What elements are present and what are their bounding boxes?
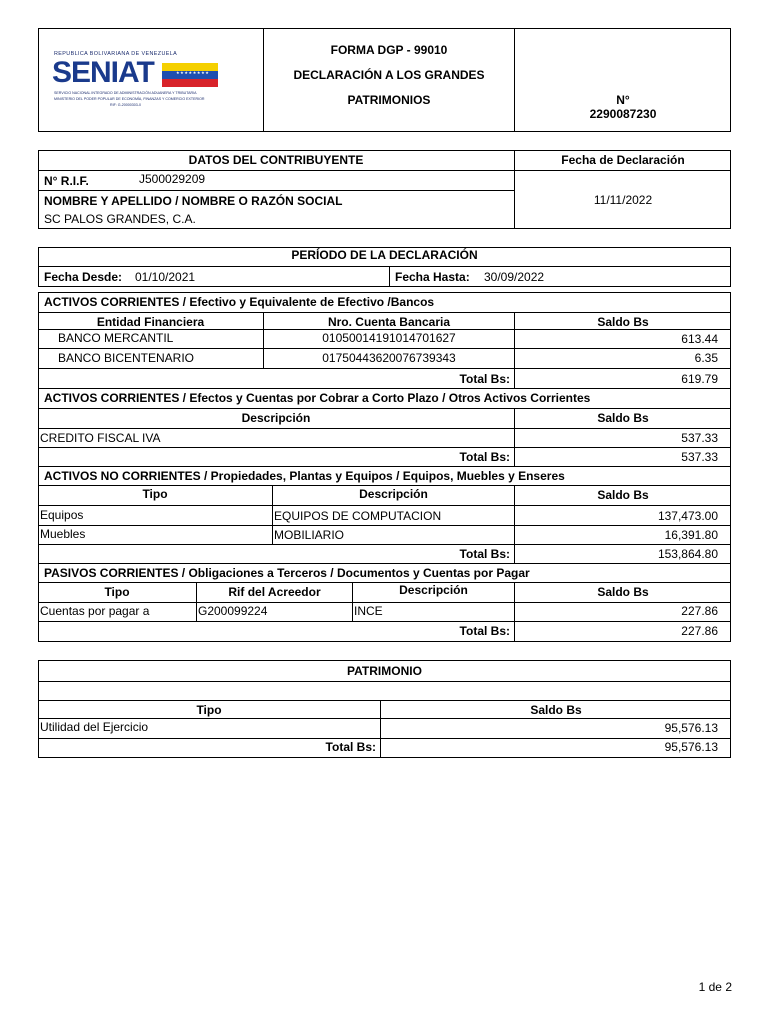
patrimonio-total-value: 95,576.13 [664,740,718,754]
pasivos-row1-tipo: Cuentas por pagar a [40,604,150,618]
bancos-rule-row2 [38,368,731,369]
bancos-rule-total [38,388,731,389]
nombre-label: NOMBRE Y APELLIDO / NOMBRE O RAZÓN SOCIAL [44,194,343,208]
fecha-declaracion-value: 11/11/2022 [593,193,653,207]
bancos-title: ACTIVOS CORRIENTES / Efectivo y Equivalente de Efectivo /Bancos [44,295,435,309]
no-corrientes-rule-total [38,563,731,564]
pasivos-rule-row1 [38,621,731,622]
no-corrientes-header-descripcion: Descripción [359,487,428,501]
number-value: 2290087230 [589,107,657,121]
bancos-header-saldo: Saldo Bs [597,315,649,329]
patrimonio-row1-tipo: Utilidad del Ejercicio [40,720,149,734]
bancos-header-cuenta: Nro. Cuenta Bancaria [327,315,451,329]
pasivos-row1-saldo: 227.86 [681,604,718,618]
cuentas-rule-header [38,428,731,429]
patrimonio-header-saldo: Saldo Bs [530,703,582,717]
fecha-desde-value: 01/10/2021 [135,270,196,284]
flag-icon [162,63,218,87]
patrimonio-row1-saldo: 95,576.13 [664,721,718,735]
bancos-total-label: Total Bs: [459,372,510,386]
seniat-logo [50,52,226,118]
bancos-total-value: 619.79 [681,372,718,386]
pasivos-row1-rif: G200099224 [198,604,268,618]
no-corrientes-title: ACTIVOS NO CORRIENTES / Propiedades, Plantas y Equipos / Equipos, Muebles y Enseres [44,469,565,483]
form-title-line1: FORMA DGP - 99010 [330,43,448,57]
cuentas-rule-total [38,466,731,467]
patrimonio-title: PATRIMONIO [347,664,422,678]
patrimonio-rule-title [38,681,731,682]
cuentas-rule-title [38,408,731,409]
no-corrientes-row2-descripcion: MOBILIARIO [274,528,345,542]
periodo-rule [38,266,731,267]
cuentas-header-saldo: Saldo Bs [597,411,649,425]
contribuyente-rule-2 [38,190,514,191]
rif-label: N° R.I.F. [44,174,89,188]
logo-republic-text: REPUBLICA BOLIVARIANA DE VENEZUELA [54,51,178,57]
logo-line2: MINISTERIO DEL PODER POPULAR DE ECONOMÍA, FINANZAS Y COMERCIO EXTERIOR [54,97,205,101]
rif-value: J500029209 [139,172,206,186]
page-number: 1 de 2 [698,980,732,994]
no-corrientes-header-saldo: Saldo Bs [597,488,649,502]
form-title-line3: PATRIMONIOS [347,93,431,107]
flag-red-stripe [162,79,218,87]
pasivos-total-value: 227.86 [681,624,718,638]
pasivos-header-tipo: Tipo [104,585,130,599]
periodo-divider [389,266,390,287]
no-corrientes-total-label: Total Bs: [459,547,510,561]
no-corrientes-rule-row2 [38,544,731,545]
no-corrientes-rule-title [38,485,731,486]
fecha-desde-label: Fecha Desde: [44,270,123,284]
no-corrientes-row1-tipo: Equipos [40,508,84,522]
no-corrientes-header-tipo: Tipo [142,487,168,501]
patrimonio-total-label: Total Bs: [325,740,376,754]
pasivos-total-label: Total Bs: [459,624,510,638]
bancos-row2-entidad: BANCO BICENTENARIO [58,351,195,365]
bancos-row1-saldo: 613.44 [681,332,718,346]
logo-wordmark-text: SENIAT [52,56,154,89]
bancos-rule-header [38,329,731,330]
cuentas-row1-descripcion: CREDITO FISCAL IVA [40,431,161,445]
flag-stars-icon: ★★★★★★★★ [176,70,210,75]
cuentas-title: ACTIVOS CORRIENTES / Efectos y Cuentas por Cobrar a Corto Plazo / Otros Activos Corrientes [44,391,591,405]
bancos-row2-saldo: 6.35 [694,351,718,365]
pasivos-row1-descripcion: INCE [354,604,383,618]
no-corrientes-row1-descripcion: EQUIPOS DE COMPUTACION [274,509,442,523]
pasivos-header-saldo: Saldo Bs [597,585,649,599]
fecha-hasta-label: Fecha Hasta: [395,270,470,284]
bancos-row1-cuenta: 01050014191014701627 [322,331,456,345]
bancos-rule-row1 [38,348,731,349]
no-corrientes-rule-row1 [38,525,731,526]
patrimonio-rule-row1 [38,738,731,739]
no-corrientes-row2-saldo: 16,391.80 [664,528,718,542]
contribuyente-rule-1 [38,170,731,171]
logo-wordmark [52,57,154,89]
bancos-rule-title [38,312,731,313]
cuentas-total-label: Total Bs: [459,450,510,464]
logo-line1: SERVICIO NACIONAL INTEGRADO DE ADMINISTRACIÓN ADUANERA Y TRIBUTARIA [54,91,197,95]
number-label: N° [616,93,630,107]
no-corrientes-rule-header [38,505,731,506]
logo-line3: RIF: G-20000303-0 [110,103,141,107]
pasivos-header-rif: Rif del Acreedor [228,585,321,599]
cuentas-header-descripcion: Descripción [241,411,311,425]
cuentas-total-value: 537.33 [681,450,718,464]
bancos-row2-cuenta: 01750443620076739343 [322,351,456,365]
fecha-declaracion-label: Fecha de Declaración [561,153,685,167]
bancos-header-entidad: Entidad Financiera [96,315,205,329]
form-title-line2: DECLARACIÓN A LOS GRANDES [293,68,485,82]
fecha-hasta-value: 30/09/2022 [484,270,545,284]
patrimonio-rule-header [38,718,731,719]
pasivos-title: PASIVOS CORRIENTES / Obligaciones a Terceros / Documentos y Cuentas por Pagar [44,566,530,580]
nombre-value: SC PALOS GRANDES, C.A. [44,212,196,226]
pasivos-rule-header [38,602,731,603]
bancos-row1-entidad: BANCO MERCANTIL [58,331,174,345]
no-corrientes-row1-saldo: 137,473.00 [657,509,718,523]
no-corrientes-row2-tipo: Muebles [40,527,86,541]
patrimonio-header-tipo: Tipo [196,703,222,717]
pasivos-header-descripcion: Descripción [399,583,468,597]
no-corrientes-total-value: 153,864.80 [657,547,718,561]
contribuyente-title: DATOS DEL CONTRIBUYENTE [188,153,364,167]
periodo-title: PERÍODO DE LA DECLARACIÓN [291,248,478,262]
patrimonio-rule-blank [38,700,731,701]
cuentas-row1-saldo: 537.33 [681,431,718,445]
cuentas-rule-row1 [38,447,731,448]
